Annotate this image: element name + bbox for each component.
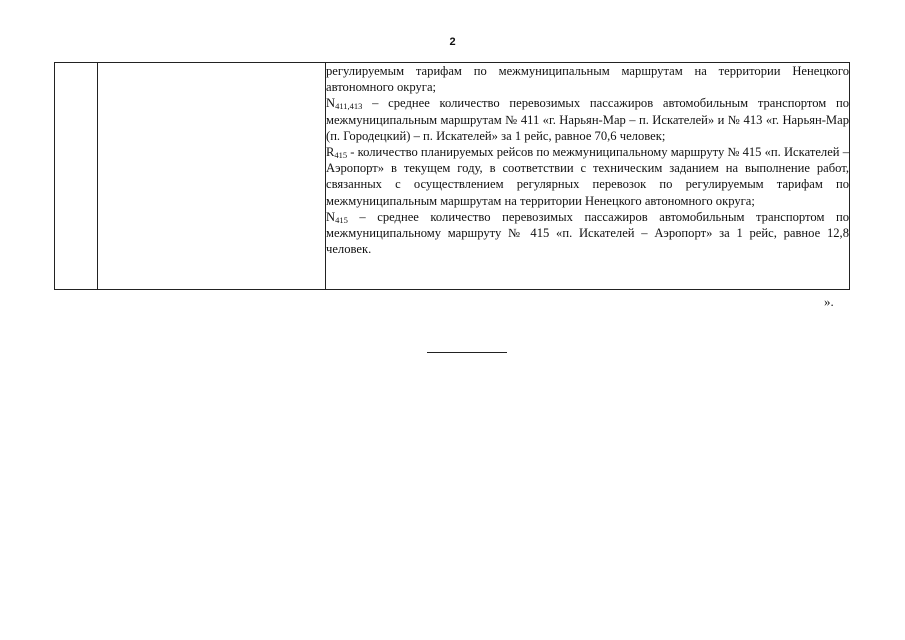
table-row — [55, 63, 850, 290]
definition-paragraph-r415 — [326, 144, 849, 209]
variable-subscript: 411,413 — [335, 101, 363, 112]
closing-quote: ». — [824, 294, 834, 309]
definition-paragraph-continuation — [326, 63, 849, 95]
formula-definitions-table — [54, 62, 850, 290]
paragraph-text: – среднее количество перевозимых пассажиров автомобильным транспортом по межмуниципальным маршрутам № 411 «г. Нарьян-Мар – п. Искателей» и № 413 «г. Нарьян-Мар (п. Городецкий) – п. Искателей» за 1 рейс, равное 70,6 человек; — [326, 96, 849, 143]
definition-paragraph-n415 — [326, 209, 849, 258]
paragraph-text: – среднее количество перевозимых пассажиров автомобильным транспортом по межмуниципальному маршруту № 415 «п. Искателей – Аэропорт» за 1 рейс, равное 12,8 человек. — [326, 209, 849, 257]
table-cell-number — [55, 63, 98, 290]
paragraph-text: регулируемым тарифам по межмуниципальным маршрутам на территории Ненецкого автономного округа; — [326, 64, 849, 95]
variable-subscript: 415 — [334, 150, 348, 161]
table-cell-definitions — [326, 63, 850, 290]
paragraph-text: - количество планируемых рейсов по межмуниципальному маршруту № 415 «п. Искателей – Аэропорт» в текущем году, в соответствии с техническим заданием на выполнение работ, связанных с осуществлением регулярных перевозок по регулируемым тарифам по межмуниципальным маршрутам на территории Ненецкого автономного округа; — [326, 145, 849, 208]
variable-symbol: R — [326, 145, 335, 160]
table-cell-name — [98, 63, 326, 290]
variable-symbol: N — [326, 209, 336, 224]
separator-line — [427, 352, 507, 353]
page-number: 2 — [449, 36, 456, 48]
variable-symbol: N — [326, 96, 336, 111]
variable-subscript: 415 — [335, 214, 348, 225]
definition-paragraph-n411-413 — [326, 95, 849, 144]
